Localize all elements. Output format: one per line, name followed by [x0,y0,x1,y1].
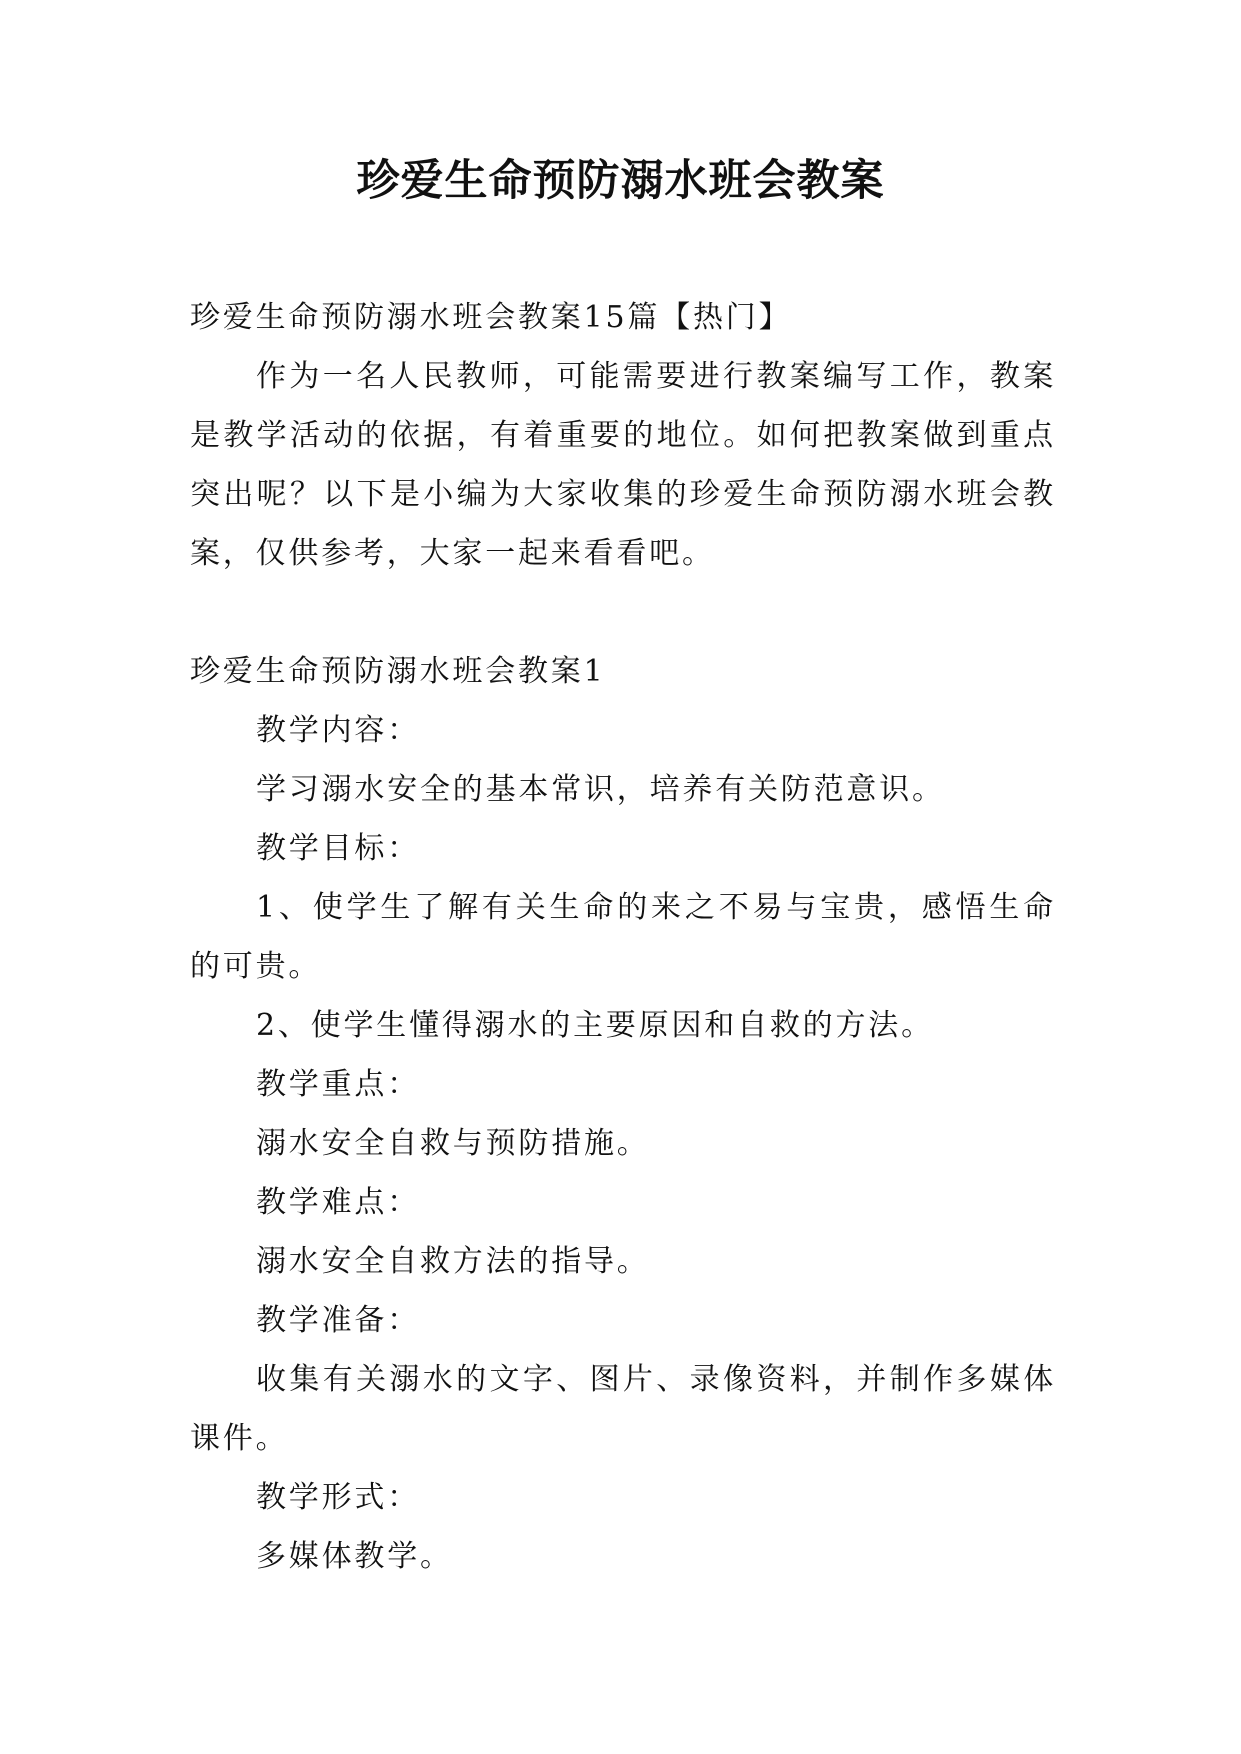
paragraph-key-points: 溺水安全自救与预防措施。 [256,1126,650,1161]
paragraph-teaching-content-label: 教学内容： [256,713,420,748]
paragraph-preparation-label: 教学准备： [256,1303,420,1338]
paragraph-goal-2: 2、使学生懂得溺水的主要原因和自救的方法。 [256,1008,934,1043]
document-body [190,288,1056,1586]
blank-line [190,583,1056,642]
paragraph-format: 多媒体教学。 [256,1539,453,1574]
paragraph-preparation: 收集有关溺水的文字、图片、录像资料，并制作多媒体课件。 [190,1362,1056,1456]
paragraph-key-points-label: 教学重点： [256,1067,420,1102]
paragraph-format-label: 教学形式： [256,1480,420,1515]
document-title: 珍爱生命预防溺水班会教案 [356,156,885,206]
paragraph-difficulties-label: 教学难点： [256,1185,420,1220]
intro-paragraph: 作为一名人民教师，可能需要进行教案编写工作，教案是教学活动的依据，有着重要的地位。如何把教案做到重点突出呢？以下是小编为大家收集的珍爱生命预防溺水班会教案，仅供参考，大家一起来看看吧。 [190,359,1056,571]
paragraph-teaching-content: 学习溺水安全的基本常识，培养有关防范意识。 [256,772,945,807]
paragraph-goal-1: 1、使学生了解有关生命的来之不易与宝贵，感悟生命的可贵。 [190,890,1056,984]
section-heading: 珍爱生命预防溺水班会教案1 [190,654,606,689]
document-subtitle: 珍爱生命预防溺水班会教案15篇【热门】 [190,300,792,335]
paragraph-teaching-goals-label: 教学目标： [256,831,420,866]
paragraph-difficulties: 溺水安全自救方法的指导。 [256,1244,650,1279]
